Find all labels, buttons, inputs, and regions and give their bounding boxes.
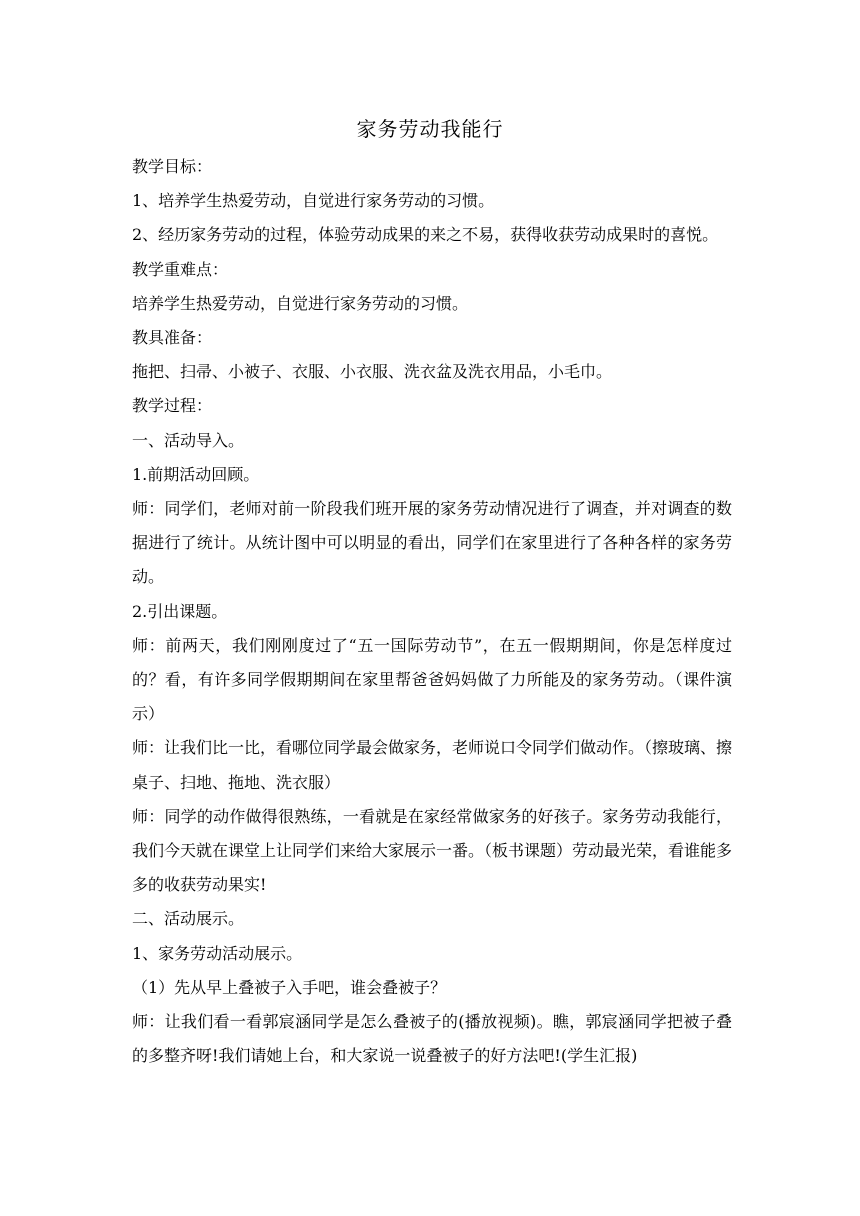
paragraph-heading-process: 教学过程： (132, 396, 213, 416)
paragraph-step-1-1: 1.前期活动回顾。 (132, 464, 260, 484)
paragraph-heading-objectives: 教学目标： (132, 157, 213, 176)
paragraph-teacher-3: 师：让我们比一比，看哪位同学最会做家务，老师说口令同学们做动作。（擦玻璃、擦桌子、扫地、拖地、洗衣服） (132, 738, 733, 792)
paragraph-teacher-2: 师：前两天，我们刚刚度过了“五一国际劳动节”，在五一假期期间，你是怎样度过的？看，有许多同学假期期间在家里帮爸爸妈妈做了力所能及的家务劳动。（课件演示） (132, 635, 732, 724)
paragraph-step-2-1-1: （1）先从早上叠被子入手吧，谁会叠被子？ (132, 977, 447, 997)
paragraph-materials: 拖把、扫帚、小被子、衣服、小衣服、洗衣盆及洗衣用品，小毛巾。 (132, 362, 613, 382)
paragraph-key-points: 培养学生热爱劳动，自觉进行家务劳动的习惯。 (132, 293, 469, 313)
paragraph-heading-materials: 教具准备： (132, 328, 213, 348)
paragraph-objective-2: 2、经历家务劳动的过程，体验劳动成果的来之不易，获得收获劳动成果时的喜悦。 (132, 225, 719, 245)
paragraph-section-2: 二、活动展示。 (132, 909, 245, 929)
paragraph-section-1: 一、活动导入。 (132, 430, 245, 450)
paragraph-step-2-1: 1、家务劳动活动展示。 (132, 943, 303, 963)
paragraph-objective-1: 1、培养学生热爱劳动，自觉进行家务劳动的习惯。 (132, 191, 495, 211)
paragraph-heading-key-points: 教学重难点： (132, 259, 229, 279)
paragraph-teacher-1: 师：同学们，老师对前一阶段我们班开展的家务劳动情况进行了调查，并对调查的数据进行了统计。从统计图中可以明显的看出，同学们在家里进行了各种各样的家务劳动。 (132, 499, 732, 587)
paragraph-teacher-4: 师：同学的动作做得很熟练，一看就是在家经常做家务的好孩子。家务劳动我能行，我们今天就在课堂上让同学们来给大家展示一番。（板书课题）劳动最光荣，看谁能多多的收获劳动果实! (132, 806, 733, 895)
paragraph-step-1-2: 2.引出课题。 (132, 601, 228, 621)
paragraph-teacher-5: 师：让我们看一看郭宸涵同学是怎么叠被子的(播放视频)。瞧，郭宸涵同学把被子叠的多整齐呀!我们请她上台，和大家说一说叠被子的好方法吧!(学生汇报) (132, 1012, 732, 1066)
document-body (132, 150, 732, 1073)
document-title: 家务劳动我能行 (356, 117, 504, 141)
